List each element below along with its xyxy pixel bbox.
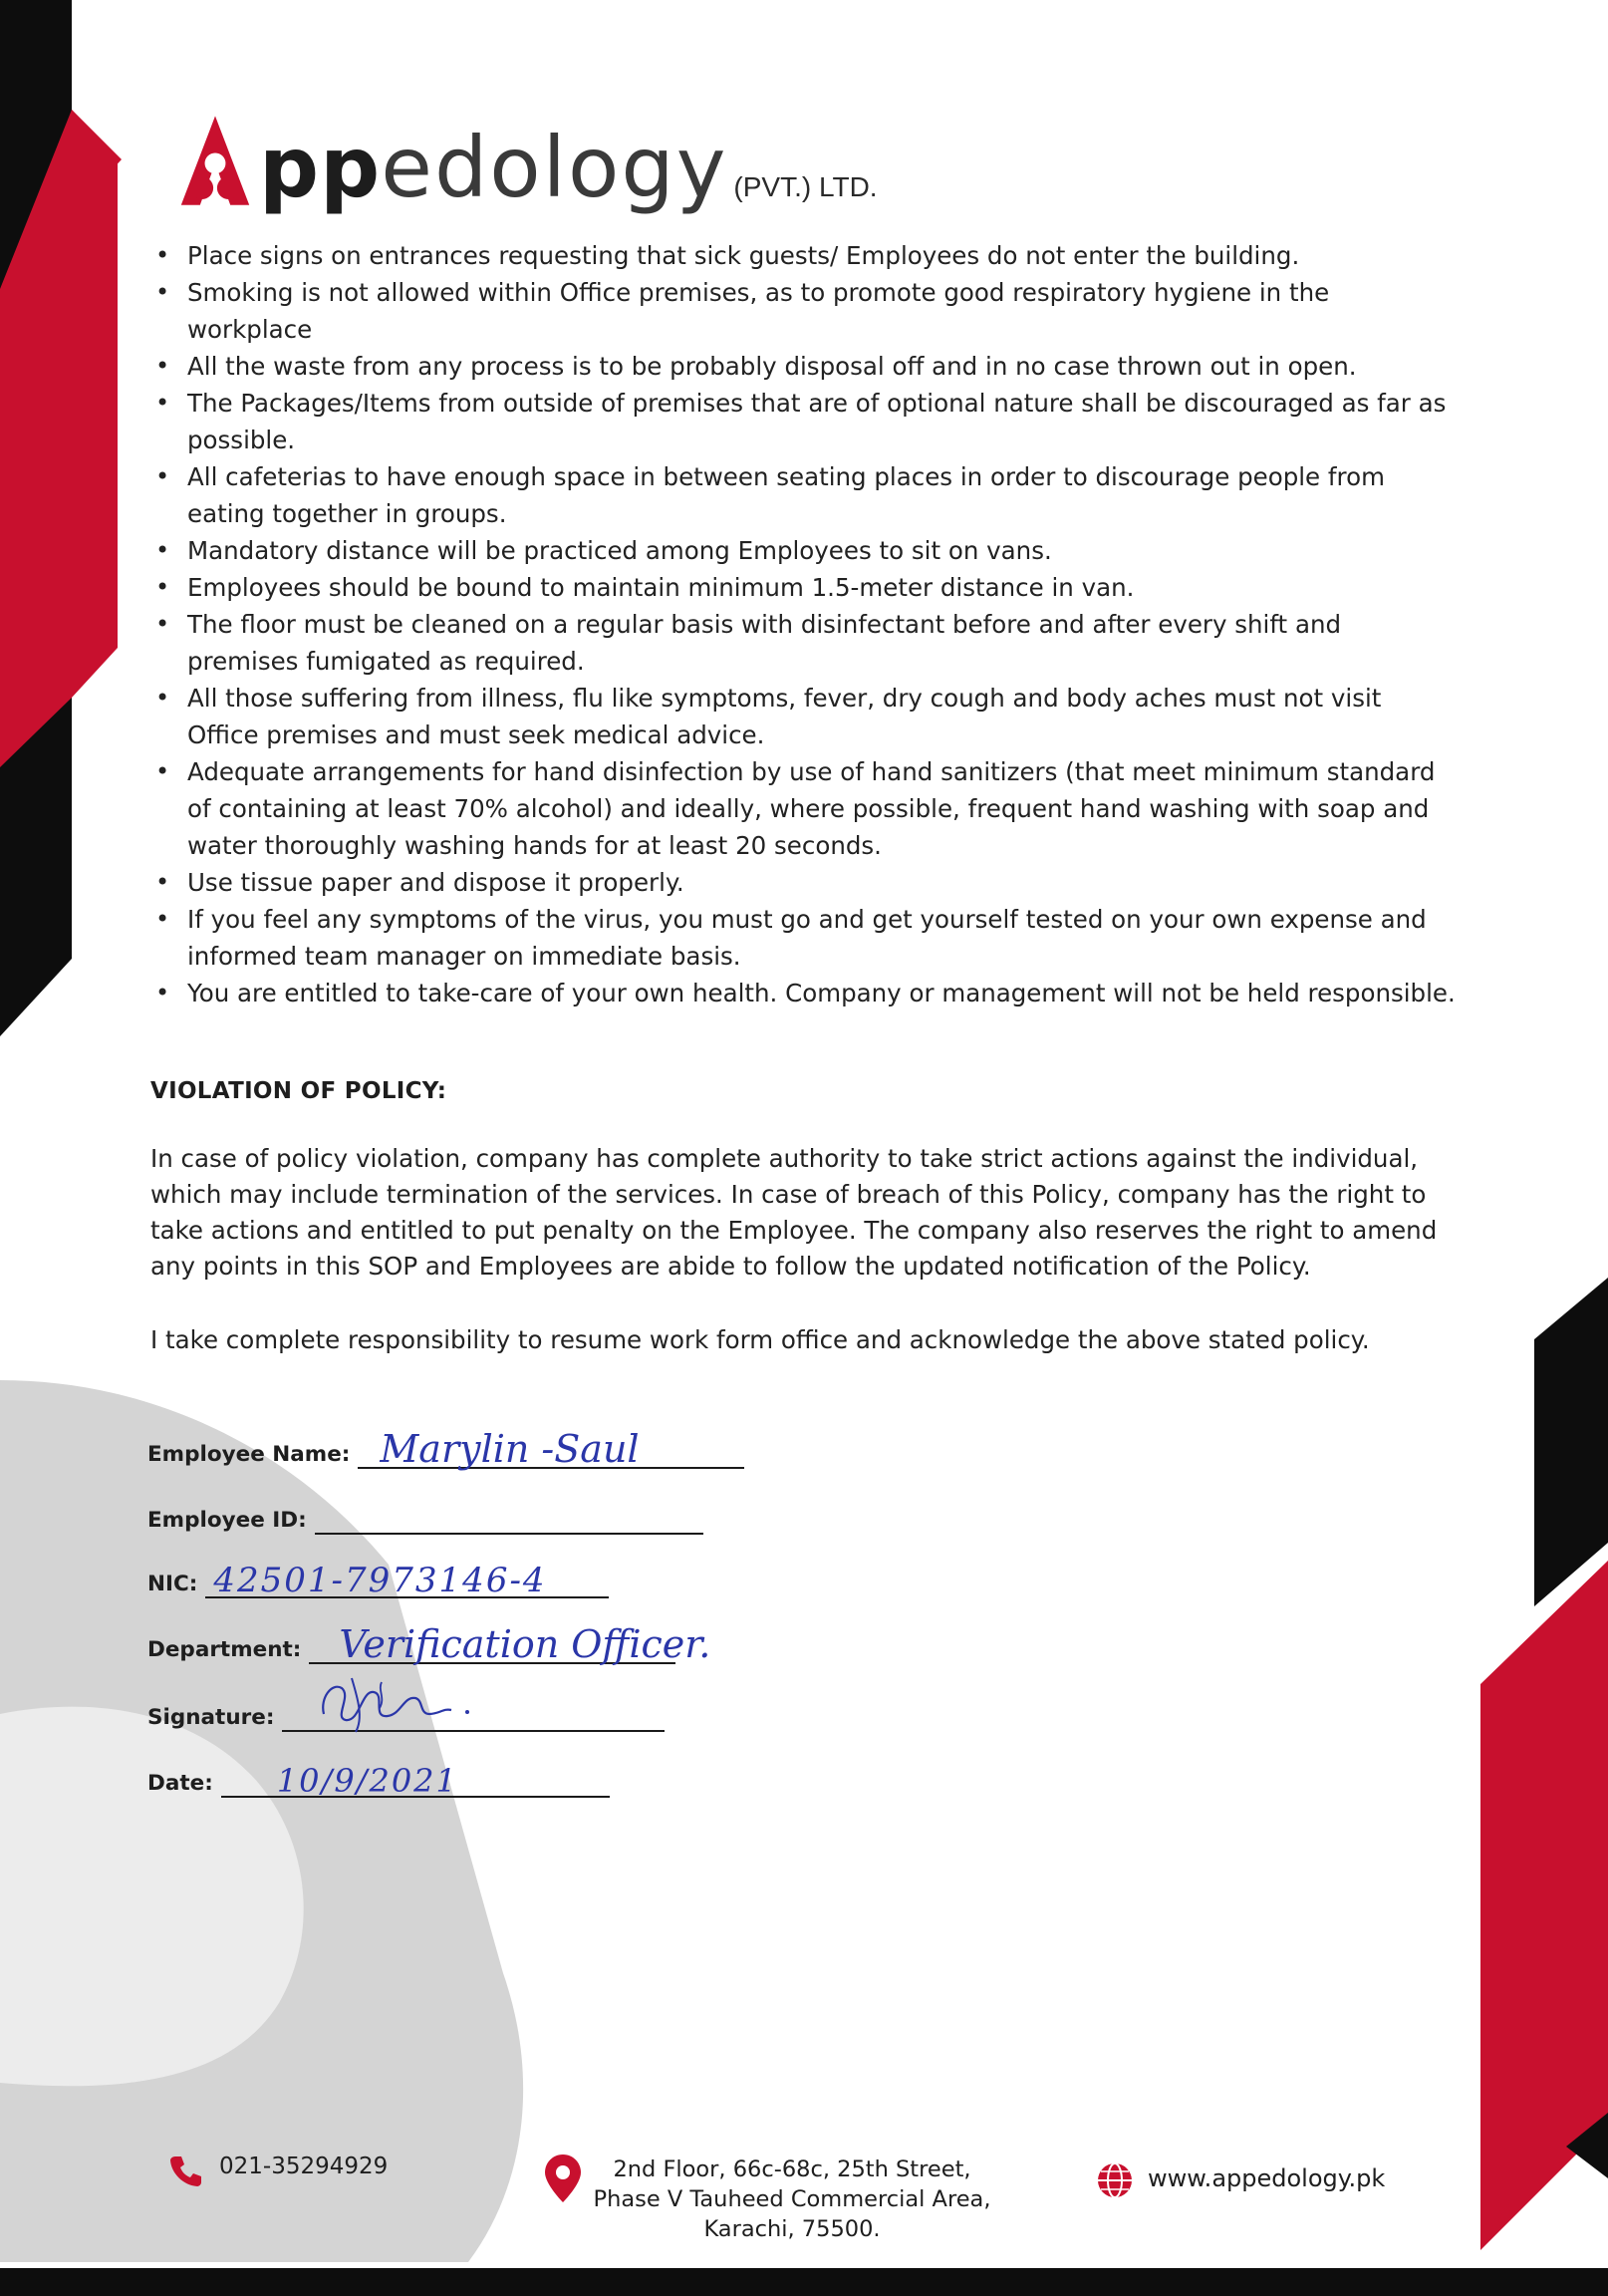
employee-id-row: [147, 1493, 703, 1535]
nic-handwriting: 42501-7973146-4: [213, 1561, 547, 1600]
date-label: Date:: [147, 1771, 213, 1796]
date-field[interactable]: [221, 1756, 610, 1798]
policy-bullet: • Employees should be bound to maintain minimum 1.5-meter distance in van.: [151, 569, 1457, 606]
nic-label: NIC:: [147, 1572, 198, 1596]
employee-name-row: [147, 1427, 744, 1469]
department-handwriting: Verification Officer.: [339, 1622, 711, 1666]
right-black-stripe: [1534, 1278, 1608, 1606]
acknowledgement-text: I take complete responsibility to resume work form office and acknowledge the above stated policy.: [150, 1325, 1370, 1354]
signature-scribble: [312, 1668, 491, 1738]
policy-bullet: • Place signs on entrances requesting that sick guests/ Employees do not enter the building.: [151, 237, 1457, 274]
violation-paragraph: In case of policy violation, company has complete authority to take strict actions against the individual, which may include termination of the services. In case of breach of this Policy, company has the right to take actions and entitled to put penalty on the Employee. The company also reserves the right to amend any points in this SOP and Employees are abide to follow the updated notification of the Policy.: [150, 1144, 1438, 1281]
policy-bullet: • Use tissue paper and dispose it properly.: [151, 864, 1457, 901]
date-handwriting: 10/9/2021: [276, 1762, 458, 1800]
signature-field[interactable]: [282, 1690, 665, 1732]
policy-bullet: • Smoking is not allowed within Office premises, as to promote good respiratory hygiene in the workplace: [151, 274, 1457, 348]
signature-row: [147, 1690, 665, 1732]
company-suffix: (PVT.) LTD.: [733, 171, 878, 202]
violation-heading: VIOLATION OF POLICY:: [150, 1078, 447, 1104]
employee-id-label: Employee ID:: [147, 1508, 307, 1533]
employee-name-label: Employee Name:: [147, 1442, 351, 1467]
policy-bullet: • All those suffering from illness, flu like symptoms, fever, dry cough and body aches must not visit Office premises and must seek medical advice.: [151, 680, 1457, 753]
globe-icon: [1096, 2161, 1134, 2199]
policy-bullet: • Adequate arrangements for hand disinfection by use of hand sanitizers (that meet minimum standard of containing at least 70% alcohol) and ideally, where possible, frequent hand washing with soap and water thoroughly washing hands for at least 20 seconds.: [151, 753, 1457, 864]
policy-bullet: • All the waste from any process is to be probably disposal off and in no case thrown out in open.: [151, 348, 1457, 385]
employee-name-handwriting: Marylin -Saul: [380, 1427, 640, 1471]
date-row: [147, 1756, 610, 1798]
company-wordmark: ppedology: [259, 119, 728, 216]
policy-bullet: • All cafeterias to have enough space in between seating places in order to discourage people from eating together in groups.: [151, 458, 1457, 532]
address-line-1: 2nd Floor, 66c-68c, 25th Street,: [613, 2156, 971, 2182]
policy-bullet: • You are entitled to take-care of your own health. Company or management will not be held responsible.: [151, 975, 1457, 1011]
footer-website[interactable]: www.appedology.pk: [1148, 2164, 1386, 2192]
address-line-2: Phase V Tauheed Commercial Area,: [593, 2186, 991, 2212]
policy-bullet: • The Packages/Items from outside of premises that are of optional nature shall be discouraged as far as possible.: [151, 385, 1457, 458]
policy-bullet: • If you feel any symptoms of the virus, you must go and get yourself tested on your own expense and informed team manager on immediate basis.: [151, 901, 1457, 975]
nic-field[interactable]: [205, 1557, 609, 1598]
policy-bullet: • Mandatory distance will be practiced among Employees to sit on vans.: [151, 532, 1457, 569]
nic-row: [147, 1557, 609, 1598]
bottom-black-bar: [0, 2268, 1608, 2296]
policy-bullet: • The floor must be cleaned on a regular basis with disinfectant before and after every shift and premises fumigated as required.: [151, 606, 1457, 680]
company-logo: [177, 100, 878, 216]
appedology-a-mark: [177, 114, 253, 209]
address-line-3: Karachi, 75500.: [703, 2216, 881, 2242]
policy-bullet-list: [151, 237, 1457, 1011]
employee-id-field[interactable]: [315, 1493, 703, 1535]
signature-label: Signature:: [147, 1705, 275, 1730]
footer-phone: 021-35294929: [219, 2153, 389, 2179]
department-row: [147, 1622, 711, 1666]
footer-address: [558, 2154, 1026, 2244]
phone-icon: [167, 2152, 203, 2188]
department-label: Department:: [147, 1637, 302, 1662]
department-field[interactable]: [309, 1622, 711, 1666]
employee-name-field[interactable]: [358, 1427, 744, 1469]
